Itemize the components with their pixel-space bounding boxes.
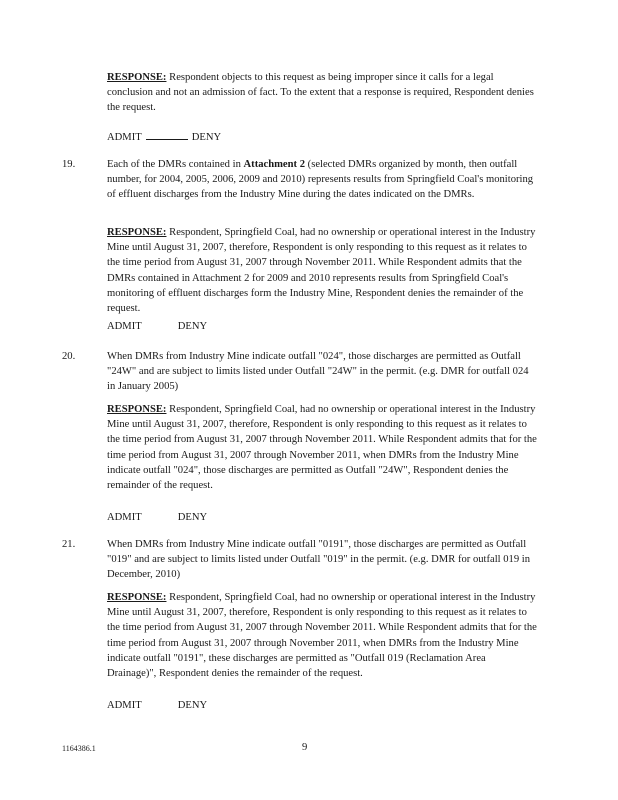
response-text: Respondent objects to this request as being improper since it calls for a legal conclusion and not an admission of fact. To the extent that a response is required, Respondent denies the request. [107, 72, 534, 114]
deny-label: DENY [177, 512, 208, 523]
admit-deny-21 [107, 700, 207, 711]
deny-label: DENY [177, 321, 208, 332]
response-19 [107, 225, 537, 316]
request-21 [62, 537, 538, 583]
request-20 [62, 349, 538, 395]
document-id: 1164386.1 [62, 744, 96, 753]
admit-label: ADMIT [107, 321, 142, 332]
response-21 [107, 590, 537, 681]
response-20 [107, 402, 537, 493]
request-number: 19. [62, 159, 76, 170]
request-number: 20. [62, 351, 76, 362]
admit-deny-20 [107, 512, 207, 523]
admit-blank [146, 129, 188, 140]
response-label: RESPONSE: [107, 592, 167, 603]
response-text: Respondent, Springfield Coal, had no ownership or operational interest in the Industry Mine until August 31, 2007, therefore, Respondent is only responding to this request as it relates to the time period from August 31, 2007 through November 2011. While Respondent admits that for the time period from August 31, 2007 through November 2011, when DMRs from the Industry Mine indicate outfall "0191", these discharges are permitted as "Outfall 019 (Reclamation Area Drainage)", Respondent denies the remainder of the request. [107, 592, 537, 680]
admit-label: ADMIT [107, 700, 142, 711]
admit-label: ADMIT [107, 512, 142, 523]
response-text: Respondent, Springfield Coal, had no ownership or operational interest in the Industry Mine until August 31, 2007, therefore, Respondent is only responding to this request as it relates to the time period from August 31, 2007 through November 2011. While Respondent admits that the DMRs contained in Attachment 2 for 2009 and 2010 represents results from Springfield Coal's monitoring of effluent discharges form the Industry Mine, Respondent denies the remainder of the request. [107, 227, 536, 315]
response-label: RESPONSE: [107, 404, 167, 415]
response-18 [107, 70, 537, 116]
request-text: When DMRs from Industry Mine indicate outfall "024", those discharges are permitted as Outfall "24W" and are subject to limits listed under Outfall "24W" in the permit. (e.g. DMR for outfall 024 in January 2005) [107, 351, 529, 393]
attachment-ref: Attachment 2 [243, 159, 306, 170]
request-19 [62, 157, 538, 219]
deny-label: DENY [177, 700, 208, 711]
response-label: RESPONSE: [107, 227, 167, 238]
request-text: When DMRs from Industry Mine indicate outfall "0191", those discharges are permitted as Outfall "019" and are subject to limits listed under Outfall "019" in the permit. (e.g. DMR for outfall 019 in December, 2010) [107, 539, 531, 581]
admit-deny-19 [107, 321, 207, 332]
response-label: RESPONSE: [107, 72, 167, 83]
request-text [107, 157, 537, 203]
admit-label: ADMIT [107, 132, 142, 143]
page-number: 9 [302, 742, 308, 753]
deny-label: DENY [191, 132, 222, 143]
response-text: Respondent, Springfield Coal, had no ownership or operational interest in the Industry Mine until August 31, 2007, therefore, Respondent is only responding to this request as it relates to the time period from August 31, 2007 through November 2011. While Respondent admits that for the time period from August 31, 2007 through November 2011, when DMRs from the Industry Mine indicate outfall "024", those discharges are permitted as Outfall "24W", Respondent denies the remainder of the request. [107, 404, 537, 492]
request-text-part: (selected DMRs organized by month, then outfall number, for 2004, 2005, 2006, 2009 and 2010) represents results from Springfield Coal's monitoring of effluent discharges from the Industry Mine during the dates indicated on the DMRs. [107, 159, 534, 201]
request-number: 21. [62, 539, 76, 550]
request-text-part: Each of the DMRs contained in [107, 159, 244, 170]
admit-deny-18 [107, 129, 221, 143]
